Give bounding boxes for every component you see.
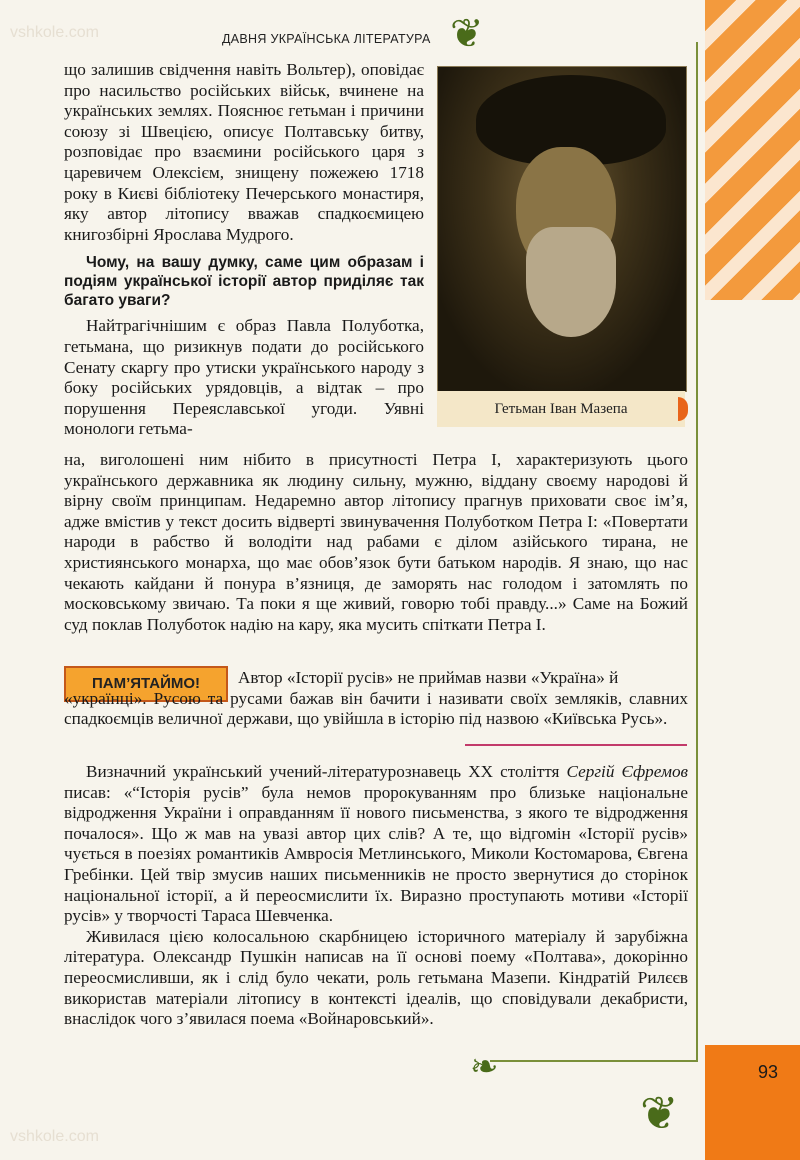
page-number: 93	[757, 1062, 778, 1082]
page-tab	[705, 1045, 800, 1160]
vertical-rule	[696, 42, 698, 1062]
remember-text	[64, 668, 688, 730]
author-name: Сергій Єфремов	[566, 762, 688, 781]
corner-ornament-icon: ❦	[640, 1086, 679, 1140]
text-fragment: Визначний український учений-літературознавець XX століття	[86, 762, 567, 781]
bottom-rule	[490, 1060, 698, 1062]
running-header: ДАВНЯ УКРАЇНСЬКА ЛІТЕРАТУРА	[222, 32, 431, 46]
portrait-caption: Гетьман Іван Мазепа	[437, 391, 685, 427]
text-fragment: писав: «“Історія русів” була немов пророкуванням про близьке національне відродження України і оправданням її нового письменства, з якого те відродження почалося». Що ж мав на увазі автор цих слів? А те, що відгомін «Історії русів» чується в поезіях романтиків Амвросія Метлинського, Миколи Костомарова, Євгена Гребінки. Цей твір змусив наших письменників не просто звернутися до сторінок національної історії, а й переосмислити їх. Виразно проступають мотиви «Історії русів» у творчості Тараса Шевченка.	[64, 782, 688, 926]
portrait-beard	[526, 227, 616, 337]
portrait-image	[437, 66, 687, 392]
watermark: vshkole.com	[10, 1128, 99, 1145]
column-text	[64, 60, 424, 440]
paragraph: що залишив свідчення навіть Вольтер), оповідає про насильство російських військ, вчинене на українських землях. Пояснює гетьман і причини союзу зі Швецією, описує Полтавську битву, розповідає про взаємини російського царя з царевичем Олексієм, знищену пожежею 1718 року в Києві бібліотеку Печерського монастиря, яку автор літопису вважав спадкоємицею книгозбірні Ярослава Мудрого.	[64, 60, 424, 244]
paragraph	[64, 762, 688, 927]
bottom-text	[64, 762, 688, 1030]
paragraph: Живилася цією колосальною скарбницею історичного матеріалу й зарубіжна література. Олександр Пушкін написав на її основі поему «Полтава», докорінно переосмисливши, як і слід було чекати, роль гетьмана Мазепи. Кіндратій Рилєєв використав матеріали літопису в контексті ідеалів, що сповідували декабристи, внаслідок чого з’явилася поема «Войнаровський».	[64, 926, 688, 1029]
remember-badge: ПАМ’ЯТАЙМО!	[64, 666, 228, 702]
remember-rest: «українці». Русою та русами бажав він бачити і називати своїх земляків, славних спадкоємців величної держави, що увійшла в історію під назвою «Київська Русь».	[64, 688, 688, 729]
caption-marker	[678, 397, 688, 421]
watermark: vshkole.com	[10, 24, 99, 41]
main-text	[64, 450, 688, 635]
remember-line1: Автор «Історії русів» не приймав назви «Україна» й	[238, 668, 619, 687]
decorative-stripes	[705, 0, 800, 300]
question: Чому, на вашу думку, саме цим образам і подіям української історії автор приділяє так багато уваги?	[64, 254, 424, 310]
paragraph: на, виголошені ним нібито в присутності Петра І, характеризують цього українського державника як людину сильну, мужню, віддану своєму народові й вірну своїм принципам. Недаремно автор літопису прагнув приховати своє ім’я, адже вмістив у текст досить відверті звинувачення Полуботком Петра І: «Повертати народи в рабство й володіти над рабами є ділом азійського тирана, не християнського монарха, що має обов’язок бути батьком народів. Я знаю, що нас чекають кайдани й понура в’язниця, де заморять нас голодом і затомлять по московському звичаю. Та поки я ще живий, говорю тобі правду...» Саме на Божий суд поклав Полуботок надію на кару, яка мусить спіткати Петра І.	[64, 450, 688, 634]
note-underline	[465, 744, 687, 746]
paragraph: Найтрагічнішим є образ Павла Полуботка, гетьмана, що ризикнув подати до російського Сенату скаргу про утиски українського народу з боку російських урядовців, а відтак – про порушення Переяславської угоди. Уявні монологи гетьма-	[64, 316, 424, 439]
header-ornament-icon: ❦	[450, 11, 484, 57]
footer-ornament-icon: ❧	[470, 1047, 499, 1087]
